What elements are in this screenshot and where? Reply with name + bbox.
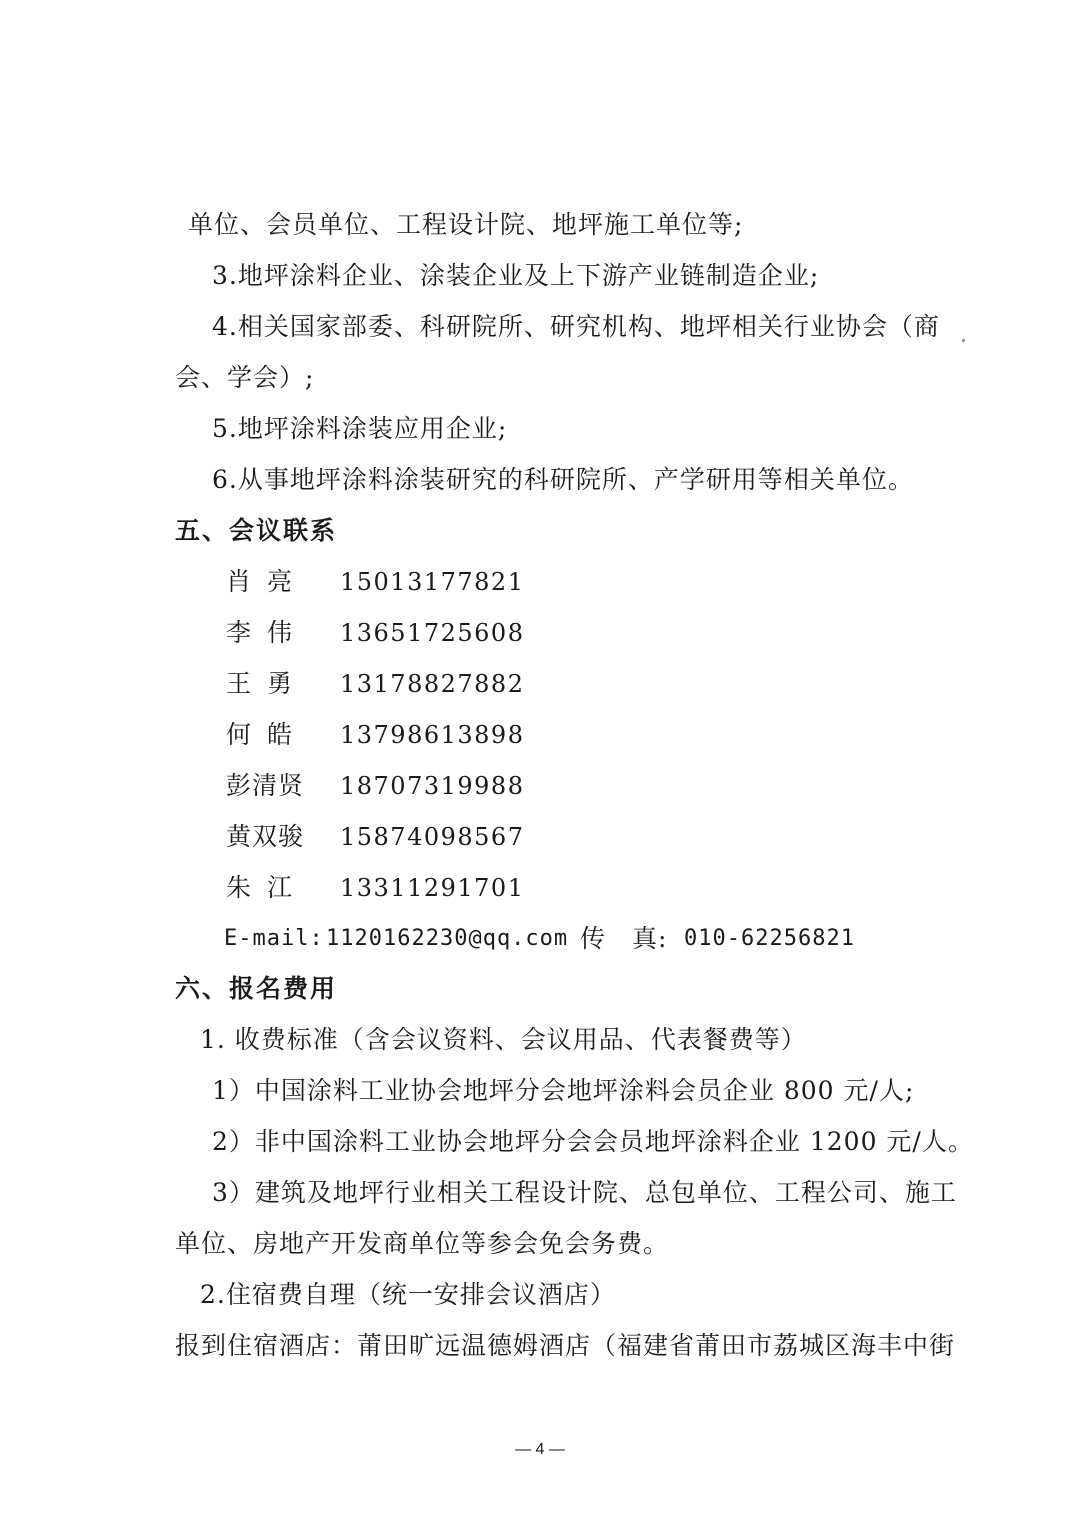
email-label: E-mail: (224, 926, 324, 951)
contact-phone: 13178827882 (340, 670, 525, 698)
contact-phone: 13798613898 (340, 721, 525, 749)
fax-number: 010-62256821 (684, 926, 855, 951)
fee-line-6: 2.住宿费自理（统一安排会议酒店） (200, 1280, 616, 1309)
fee-line-4: 3）建筑及地坪行业相关工程设计院、总包单位、工程公司、施工 (212, 1178, 957, 1207)
scan-artifact (962, 339, 965, 342)
section6-heading: 六、报名费用 (175, 974, 338, 1003)
contact-phone: 15013177821 (340, 568, 525, 596)
contact-phone: 13651725608 (340, 619, 525, 647)
fee-line-3: 2）非中国涂料工业协会地坪分会会员地坪涂料企业 1200 元/人。 (212, 1127, 974, 1156)
body-line-5: 5.地坪涂料涂装应用企业; (212, 414, 508, 443)
section5-heading: 五、会议联系 (175, 516, 338, 545)
contact-name: 彭清贤 (226, 771, 305, 800)
contact-name: 何皓 (226, 720, 309, 749)
contact-phone: 18707319988 (340, 772, 525, 800)
page-number: — 4 — (515, 1441, 565, 1458)
contact-name: 肖亮 (226, 567, 309, 596)
body-line-6: 6.从事地坪涂料涂装研究的科研院所、产学研用等相关单位。 (212, 465, 914, 494)
body-line-2: 3.地坪涂料企业、涂装企业及上下游产业链制造企业; (212, 261, 820, 290)
body-line-4: 会、学会）; (175, 363, 315, 392)
contact-name: 王勇 (226, 669, 309, 698)
contact-name: 朱江 (226, 873, 309, 902)
fax-label: 传 真: (580, 924, 668, 953)
body-line-3: 4.相关国家部委、科研院所、研究机构、地坪相关行业协会（商 (212, 312, 940, 341)
contact-name: 黄双骏 (226, 822, 305, 851)
fee-line-1: 1. 收费标准（含会议资料、会议用品、代表餐费等） (200, 1025, 807, 1054)
email-address: 1120162230@qq.com (326, 926, 569, 951)
fee-line-7: 报到住宿酒店：莆田旷远温德姆酒店（福建省莆田市荔城区海丰中街 (175, 1331, 956, 1360)
contact-phone: 15874098567 (340, 823, 525, 851)
fee-line-2: 1）中国涂料工业协会地坪分会地坪涂料会员企业 800 元/人; (212, 1076, 915, 1105)
contact-name: 李伟 (226, 618, 309, 647)
fee-line-5: 单位、房地产开发商单位等参会免会务费。 (175, 1229, 670, 1258)
body-line-1: 单位、会员单位、工程设计院、地坪施工单位等; (188, 210, 744, 239)
contact-phone: 13311291701 (340, 874, 525, 902)
